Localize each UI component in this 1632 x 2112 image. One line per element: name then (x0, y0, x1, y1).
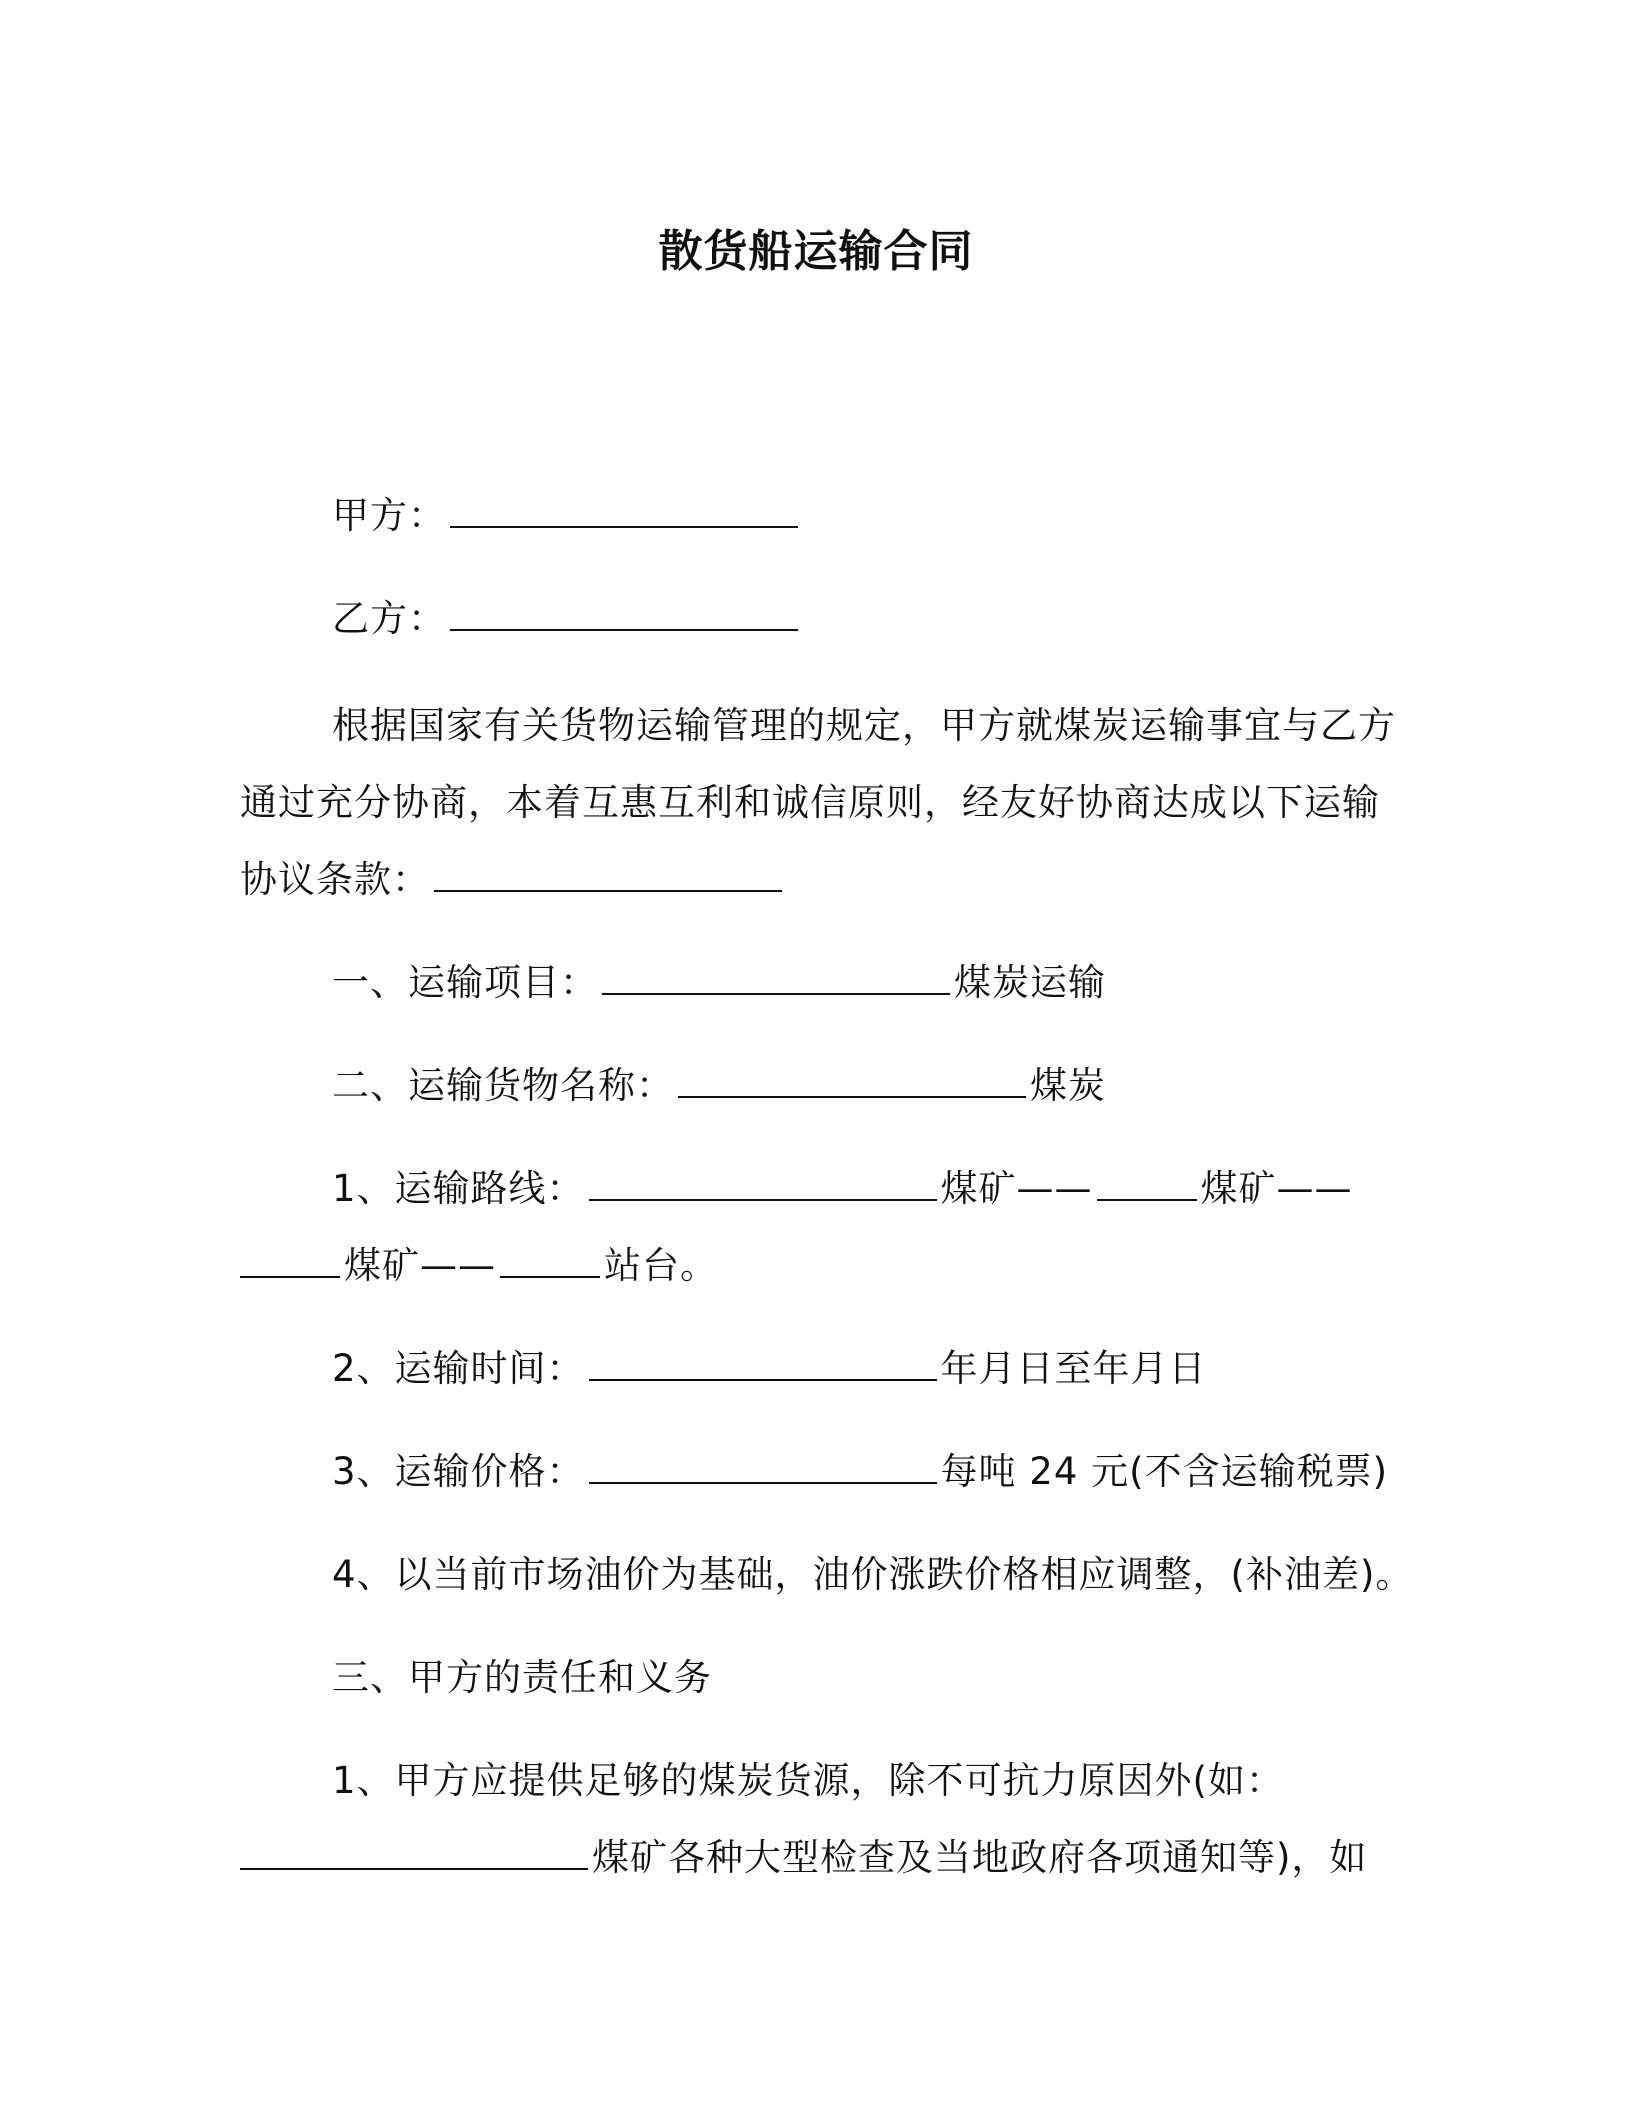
intro-line-1 (332, 700, 1396, 752)
page-title: 散货船运输合同 (658, 226, 974, 277)
route-part-3: 煤矿—— (344, 1244, 496, 1287)
item2-suffix: 煤炭 (1030, 1064, 1106, 1107)
price-label: 3、运输价格： (332, 1450, 585, 1493)
item1-line (332, 957, 1106, 1009)
oil-text: 4、以当前市场油价为基础，油价涨跌价格相应调整，(补油差)。 (332, 1553, 1414, 1596)
item2-blank (678, 1062, 1026, 1098)
intro-line-2 (240, 777, 1380, 829)
duty1-text-1: 1、甲方应提供足够的煤炭货源，除不可抗力原因外(如： (332, 1759, 1284, 1802)
duty1-line-1 (332, 1755, 1284, 1807)
section3-heading (332, 1652, 712, 1704)
route-blank-3 (240, 1242, 340, 1278)
route-blank-4 (500, 1242, 600, 1278)
intro-text-3: 协议条款： (240, 858, 430, 901)
route-part-1: 煤矿—— (940, 1167, 1093, 1210)
duty1-blank (240, 1834, 588, 1870)
route-label: 1、运输路线： (332, 1167, 585, 1210)
item1-blank (602, 959, 950, 995)
route-line-1 (332, 1163, 1353, 1215)
price-suffix: 每吨 24 元(不含运输税票) (940, 1450, 1389, 1493)
duty1-line-2 (240, 1832, 1367, 1884)
route-blank-1 (589, 1165, 937, 1201)
party-a-line (332, 490, 802, 542)
item2-label: 二、运输货物名称： (332, 1064, 674, 1107)
section3-heading-text: 三、甲方的责任和义务 (332, 1656, 712, 1699)
time-blank (589, 1345, 937, 1381)
item2-line (332, 1060, 1106, 1112)
party-b-blank (450, 595, 798, 631)
route-part-4: 站台。 (604, 1244, 718, 1287)
oil-line (332, 1549, 1413, 1601)
party-a-blank (450, 492, 798, 528)
route-part-2: 煤矿—— (1200, 1167, 1353, 1210)
route-line-2 (240, 1240, 718, 1292)
item1-label: 一、运输项目： (332, 961, 598, 1004)
item1-suffix: 煤炭运输 (954, 961, 1106, 1004)
duty1-text-2: 煤矿各种大型检查及当地政府各项通知等)，如 (592, 1836, 1368, 1879)
price-blank (589, 1448, 937, 1484)
time-label: 2、运输时间： (332, 1347, 585, 1390)
time-line (332, 1343, 1207, 1395)
intro-text-2: 通过充分协商，本着互惠互利和诚信原则，经友好协商达成以下运输 (240, 781, 1380, 824)
party-b-line (332, 593, 802, 645)
intro-line-3 (240, 854, 786, 906)
intro-text-1: 根据国家有关货物运输管理的规定，甲方就煤炭运输事宜与乙方 (332, 704, 1396, 747)
party-b-label: 乙方： (332, 597, 446, 640)
time-suffix: 年月日至年月日 (940, 1347, 1207, 1390)
price-line (332, 1446, 1388, 1498)
intro-blank (434, 856, 782, 892)
party-a-label: 甲方： (332, 494, 446, 537)
route-blank-2 (1097, 1165, 1197, 1201)
